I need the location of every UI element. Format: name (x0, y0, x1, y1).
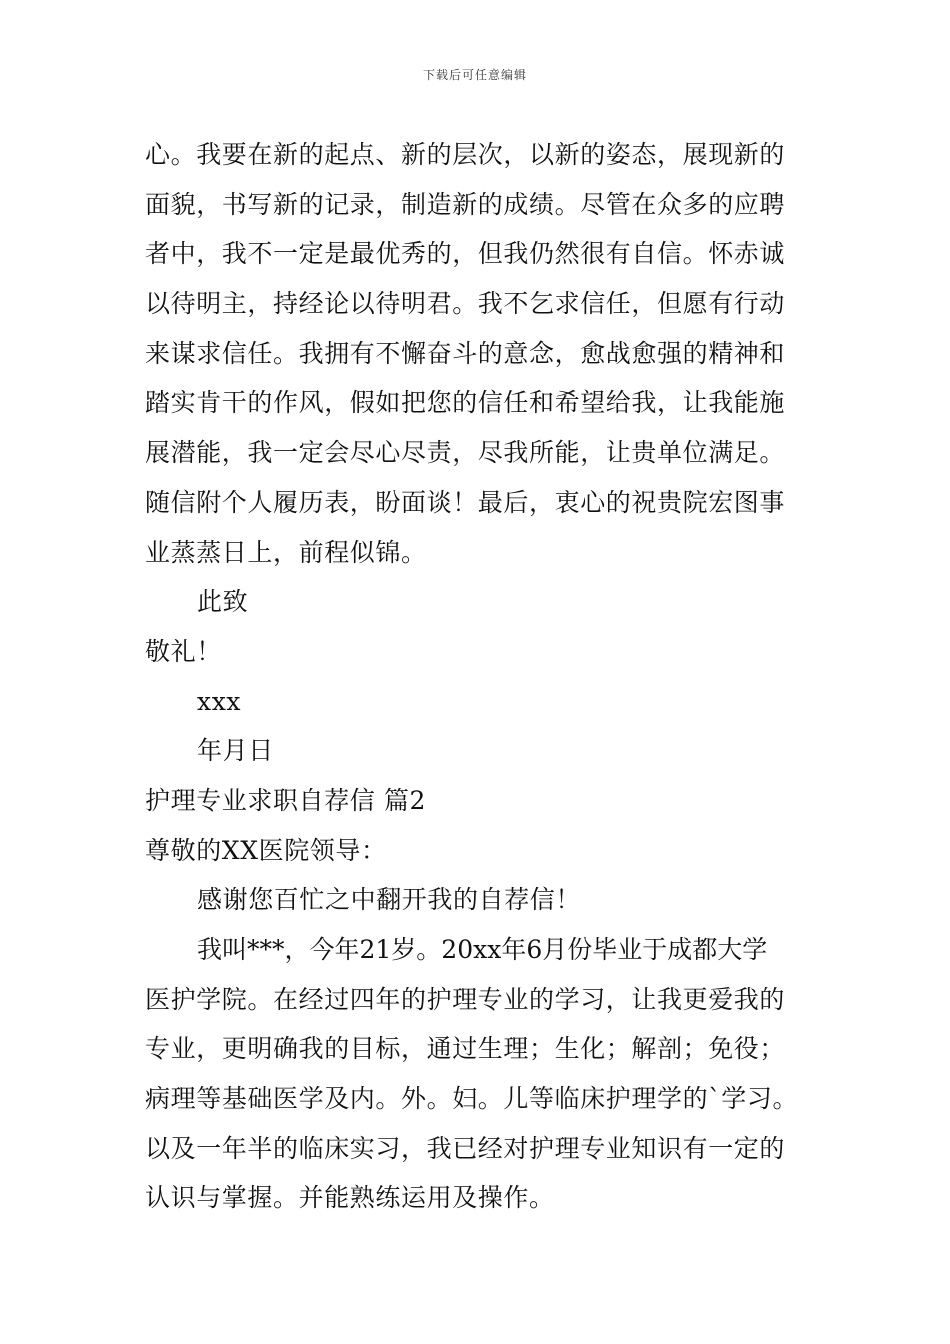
signature-name: xxx (197, 686, 242, 716)
text-line-22: 认识与掌握。并能熟练运用及操作。 (145, 1183, 555, 1213)
page-header-note: 下载后可任意编辑 (422, 68, 527, 82)
closing-regards: 敬礼！ (145, 636, 222, 666)
text-line-4: 以待明主，持经论以待明君。我不乞求信任，但愿有行动 (145, 289, 786, 319)
text-line-3: 者中，我不一定是最优秀的，但我仍然很有自信。怀赤诚 (145, 239, 786, 269)
text-line-20: 病理等基础医学及内。外。妇。儿等临床护理学的`学习。 (145, 1084, 799, 1114)
greeting-line: 尊敬的XX医院领导： (145, 835, 387, 865)
text-line-1: 心。我要在新的起点、新的层次，以新的姿态，展现新的 (145, 140, 786, 169)
text-line-19: 专业，更明确我的目标，通过生理；生化；解剖；免役； (145, 1034, 786, 1064)
text-line-16: 感谢您百忙之中翻开我的自荐信！ (197, 885, 582, 915)
section-title: 护理专业求职自荐信 篇2 (145, 785, 427, 815)
text-line-21: 以及一年半的临床实习，我已经对护理专业知识有一定的 (145, 1133, 786, 1163)
text-line-6: 踏实肯干的作风，假如把您的信任和希望给我，让我能施 (145, 388, 786, 418)
document-body (145, 130, 815, 1223)
signature-date: 年月日 (197, 736, 274, 766)
text-line-5: 来谋求信任。我拥有不懈奋斗的意念，愈战愈强的精神和 (145, 338, 786, 368)
closing-salutation: 此致 (197, 587, 249, 617)
text-line-9: 业蒸蒸日上，前程似锦。 (145, 537, 427, 567)
text-line-2: 面貌，书写新的记录，制造新的成绩。尽管在众多的应聘 (145, 189, 786, 219)
text-line-8: 随信附个人履历表，盼面谈！最后，衷心的祝贵院宏图事 (145, 487, 786, 517)
text-line-18: 医护学院。在经过四年的护理专业的学习，让我更爱我的 (145, 984, 786, 1014)
text-line-17: 我叫***，今年21岁。20xx年6月份毕业于成都大学 (197, 935, 768, 964)
text-line-7: 展潜能，我一定会尽心尽责，尽我所能，让贵单位满足。 (145, 438, 786, 468)
